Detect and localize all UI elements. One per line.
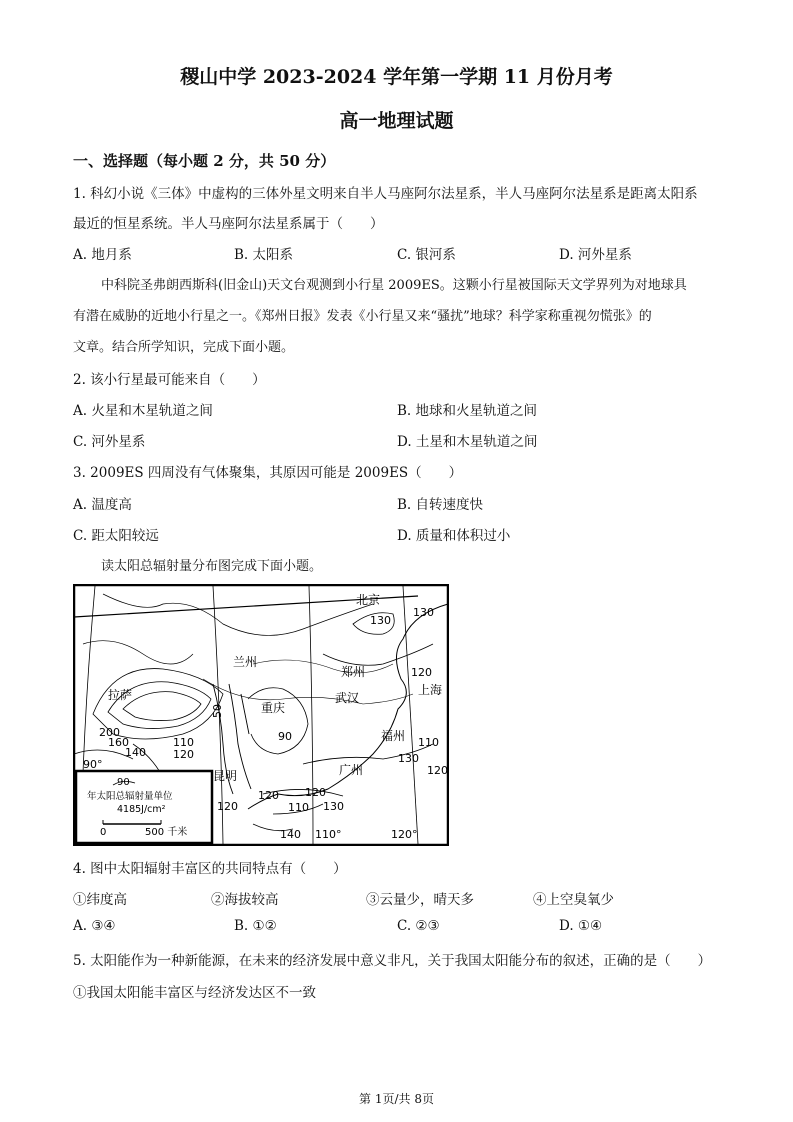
isoline-label: 50: [211, 704, 224, 718]
city-beijing: 北京: [356, 593, 381, 607]
q1-option-c: C. 银河系: [397, 247, 456, 263]
q2-option-a: A. 火星和木星轨道之间: [73, 403, 213, 419]
isoline-label: 140: [125, 746, 146, 759]
q4-option-a: A. ③④: [73, 918, 116, 934]
q4-item-2: ②海拔较高: [211, 892, 279, 908]
city-lhasa: 拉萨: [108, 688, 133, 702]
city-shanghai: 上海: [418, 683, 443, 697]
isoline-label: 90: [278, 730, 292, 743]
section-heading: 一、选择题（每小题 2 分，共 50 分）: [73, 152, 336, 170]
passage2: 读太阳总辐射量分布图完成下面小题。: [101, 559, 323, 574]
city-fuzhou: 福州: [381, 729, 406, 743]
isoline-label: 130: [323, 800, 344, 813]
q4-item-3: ③云量少，晴天多: [366, 892, 474, 908]
solar-radiation-map: [73, 584, 449, 846]
q3-option-d: D. 质量和体积过小: [397, 528, 511, 544]
city-chongqing: 重庆: [261, 701, 286, 715]
q2-option-b: B. 地球和火星轨道之间: [397, 403, 538, 419]
q3-stem: 3. 2009ES 四周没有气体聚集，其原因可能是 2009ES（ ）: [73, 465, 463, 481]
isoline-label: 120: [217, 800, 238, 813]
q5-stem: 5. 太阳能作为一种新能源，在未来的经济发展中意义非凡，关于我国太阳能分布的叙述，正确的是（ ）: [73, 953, 712, 969]
q2-option-d: D. 土星和木星轨道之间: [397, 434, 538, 450]
map-legend: [76, 771, 212, 843]
q4-option-b: B. ①②: [234, 918, 277, 934]
city-zhengzhou: 郑州: [341, 665, 366, 679]
legend-unit: 4185J/cm²: [117, 804, 166, 815]
q1-stem-line1: 1. 科幻小说《三体》中虚构的三体外星文明来自半人马座阿尔法星系，半人马座阿尔法星系是距离太阳系: [73, 186, 698, 202]
exam-title: 稷山中学 2023-2024 学年第一学期 11 月份月考: [180, 66, 613, 88]
q1-option-d: D. 河外星系: [559, 247, 632, 263]
q5-item-1: ①我国太阳能丰富区与经济发达区不一致: [73, 985, 316, 1001]
legend-marker: 90: [117, 777, 130, 788]
city-guangzhou: 广州: [339, 763, 364, 777]
isoline-label: 110: [288, 801, 309, 814]
isoline-label: 140: [280, 828, 301, 841]
isoline-label: 120: [305, 786, 326, 799]
isoline-label: 120: [411, 666, 432, 679]
meridian-label: 120°: [391, 828, 418, 841]
q1-stem-line2: 最近的恒星系统。半人马座阿尔法星系属于（ ）: [73, 216, 384, 232]
isoline-label: 160: [108, 736, 129, 749]
q4-option-c: C. ②③: [397, 918, 440, 934]
q1-option-a: A. 地月系: [73, 247, 132, 263]
q3-option-c: C. 距太阳较远: [73, 528, 159, 544]
q2-option-c: C. 河外星系: [73, 434, 146, 450]
city-wuhan: 武汉: [335, 691, 360, 705]
isoline-label: 200: [99, 726, 120, 739]
passage1-line2: 有潜在威胁的近地小行星之一。《郑州日报》发表《小行星又来“骚扰”地球？科学家称重视勿慌张》的: [73, 309, 652, 324]
q3-option-b: B. 自转速度快: [397, 497, 484, 513]
city-lanzhou: 兰州: [233, 655, 258, 669]
q4-option-d: D. ①④: [559, 918, 603, 934]
isoline-label: 120: [173, 748, 194, 761]
meridian-label: 110°: [315, 828, 342, 841]
isoline-label: 120: [258, 789, 279, 802]
q2-stem: 2. 该小行星最可能来自（ ）: [73, 372, 266, 388]
isoline-label: 120: [427, 764, 448, 777]
legend-scale-zero: 0: [100, 827, 107, 838]
q3-option-a: A. 温度高: [73, 497, 132, 513]
q1-option-b: B. 太阳系: [234, 247, 294, 263]
isoline-label: 130: [370, 614, 391, 627]
q4-item-1: ①纬度高: [73, 892, 127, 908]
q4-stem: 4. 图中太阳辐射丰富区的共同特点有（ ）: [73, 861, 347, 877]
meridian-label: 90°: [83, 758, 103, 771]
map-svg: [73, 584, 449, 846]
legend-scale-end: 500 千米: [145, 827, 188, 838]
isoline-label: 110: [173, 736, 194, 749]
passage1-line1: 中科院圣弗朗西斯科(旧金山)天文台观测到小行星 2009ES。这颗小行星被国际天文学界列为对地球具: [101, 278, 687, 293]
q4-item-4: ④上空臭氧少: [533, 892, 614, 908]
city-kunming: 昆明: [213, 769, 238, 783]
isoline-label: 130: [413, 606, 434, 619]
isoline-label: 110: [418, 736, 439, 749]
legend-label: 年太阳总辐射量单位: [87, 791, 173, 802]
isoline-label: 130: [398, 752, 419, 765]
exam-subtitle: 高一地理试题: [339, 110, 454, 132]
passage1-line3: 文章。结合所学知识，完成下面小题。: [73, 340, 295, 355]
page-footer: 第 1页/共 8页: [359, 1092, 434, 1106]
